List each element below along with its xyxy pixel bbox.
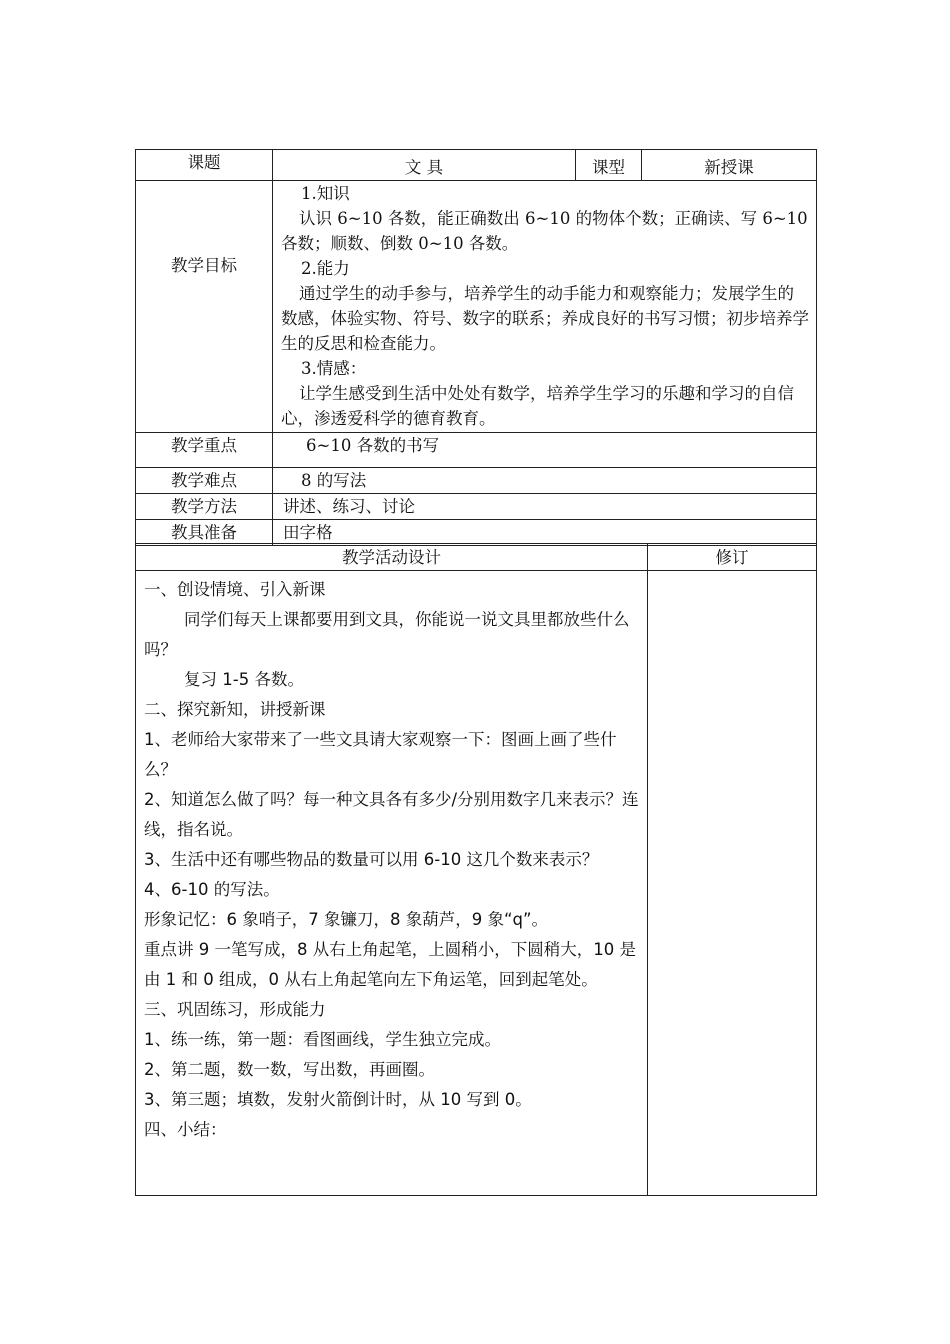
section-heading-intro: 一、创设情境、引入新课 bbox=[144, 580, 326, 599]
objective-heading-ability: 2.能力 bbox=[301, 259, 350, 278]
type-label: 课型 bbox=[576, 150, 642, 181]
key-point-label: 教学重点 bbox=[136, 433, 273, 468]
method-value: 讲述、练习、讨论 bbox=[273, 494, 817, 520]
activity-line: 形象记忆：6 象哨子，7 象镰刀，8 象葫芦，9 象“q”。 bbox=[144, 910, 549, 929]
difficulty-value: 8 的写法 bbox=[273, 468, 817, 494]
activity-content bbox=[136, 571, 648, 1196]
method-label: 教学方法 bbox=[136, 494, 273, 520]
activity-line: 3、生活中还有哪些物品的数量可以用 6-10 这几个数来表示？ bbox=[144, 850, 599, 869]
activity-line: 1、老师给大家带来了一些文具请大家观察一下：图画上画了些什么？ bbox=[144, 730, 617, 779]
type-value: 新授课 bbox=[642, 150, 817, 181]
revise-header: 修订 bbox=[648, 544, 817, 571]
section-heading-practice: 三、巩固练习，形成能力 bbox=[144, 1000, 326, 1019]
activity-header: 教学活动设计 bbox=[136, 544, 648, 571]
key-point-value: 6~10 各数的书写 bbox=[273, 433, 817, 468]
activity-line: 2、第二题，数一数，写出数，再画圈。 bbox=[144, 1060, 435, 1079]
activity-line: 1、练一练，第一题：看图画线，学生独立完成。 bbox=[144, 1030, 501, 1049]
revise-column bbox=[648, 571, 817, 1196]
tools-label: 教具准备 bbox=[136, 520, 273, 546]
activity-line: 2、知道怎么做了吗？每一种文具各有多少/分别用数字几来表示？连线，指名说。 bbox=[144, 790, 639, 839]
activity-line: 重点讲 9 一笔写成，8 从右上角起笔，上圆稍小，下圆稍大，10 是由 1 和 0 组成，0 从右上角起笔向左下角运笔，回到起笔处。 bbox=[144, 940, 636, 989]
objective-text-ability: 通过学生的动手参与，培养学生的动手能力和观察能力；发展学生的数感，体验实物、符号、数字的联系；养成良好的书写习惯；初步培养学生的反思和检查能力。 bbox=[281, 284, 809, 353]
lesson-info-table bbox=[135, 149, 817, 546]
activity-line: 4、6-10 的写法。 bbox=[144, 880, 280, 899]
objective-text-knowledge: 认识 6~10 各数，能正确数出 6~10 的物体个数；正确读、写 6~10 各数；顺数、倒数 0~10 各数。 bbox=[281, 209, 808, 253]
objectives-label: 教学目标 bbox=[136, 181, 273, 433]
objectives-content bbox=[273, 181, 817, 433]
difficulty-label: 教学难点 bbox=[136, 468, 273, 494]
topic-value: 文 具 bbox=[273, 150, 576, 181]
tools-value: 田字格 bbox=[273, 520, 817, 546]
objective-heading-emotion: 3.情感： bbox=[301, 359, 367, 378]
activity-line: 同学们每天上课都要用到文具，你能说一说文具里都放些什么吗？ bbox=[144, 610, 630, 659]
activity-line: 复习 1-5 各数。 bbox=[184, 670, 304, 689]
topic-label: 课题 bbox=[136, 150, 273, 181]
section-heading-summary: 四、小结： bbox=[144, 1120, 227, 1139]
objective-text-emotion: 让学生感受到生活中处处有数学，培养学生学习的乐趣和学习的自信心，渗透爱科学的德育教育。 bbox=[281, 384, 794, 428]
section-heading-explore: 二、探究新知，讲授新课 bbox=[144, 700, 326, 719]
activity-line: 3、第三题；填数，发射火箭倒计时，从 10 写到 0。 bbox=[144, 1090, 532, 1109]
activity-table bbox=[135, 543, 817, 1196]
objective-heading-knowledge: 1.知识 bbox=[301, 184, 350, 203]
